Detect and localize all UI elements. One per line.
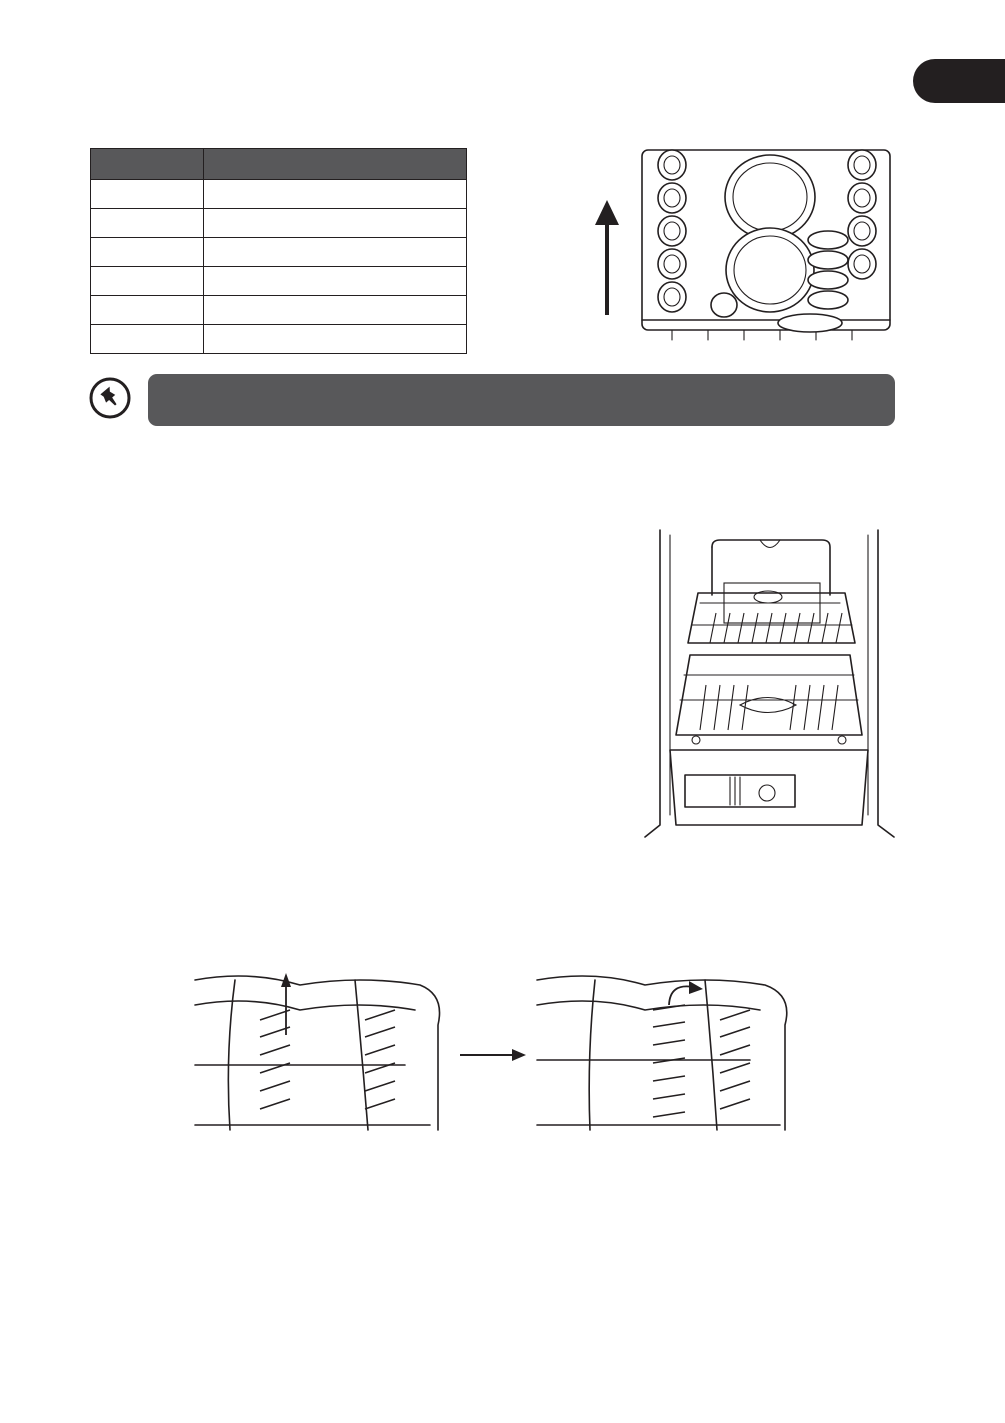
loading-table (90, 148, 467, 354)
table-cell (91, 180, 204, 209)
table-row (91, 180, 467, 209)
note-bar (148, 374, 895, 426)
bowls-center (725, 155, 815, 312)
table-cell (91, 238, 204, 267)
transition-arrow-icon (458, 1045, 528, 1065)
fold-arrow (669, 981, 703, 1005)
table-row (91, 209, 467, 238)
table-header-cell (91, 149, 204, 180)
language-tab (913, 59, 1005, 103)
table-header-cell (204, 149, 467, 180)
table-row (91, 238, 467, 267)
table-cell (204, 209, 467, 238)
table-cell (204, 267, 467, 296)
upper-rack-loading-illustration (590, 145, 895, 350)
rack-tines-folded-illustration (535, 965, 800, 1140)
cups-right-column (848, 150, 876, 279)
table-cell (204, 238, 467, 267)
table-header-row (91, 149, 467, 180)
lower-rack (676, 655, 862, 744)
table-cell (91, 296, 204, 325)
cups-left-column (658, 150, 686, 312)
table-cell (91, 325, 204, 354)
rack-tines-upright-illustration (190, 965, 455, 1140)
insert-direction-arrow (595, 200, 619, 315)
pushpin-icon (88, 376, 132, 420)
table-cell (91, 209, 204, 238)
table-row (91, 296, 467, 325)
table-cell (204, 180, 467, 209)
table-row (91, 267, 467, 296)
table-row (91, 325, 467, 354)
table-cell (204, 296, 467, 325)
dishwasher-frame (645, 530, 894, 837)
table-cell (204, 325, 467, 354)
detergent-dispenser (670, 750, 868, 825)
dishwasher-interior-illustration (640, 525, 900, 840)
table-cell (91, 267, 204, 296)
small-cup (711, 293, 737, 317)
